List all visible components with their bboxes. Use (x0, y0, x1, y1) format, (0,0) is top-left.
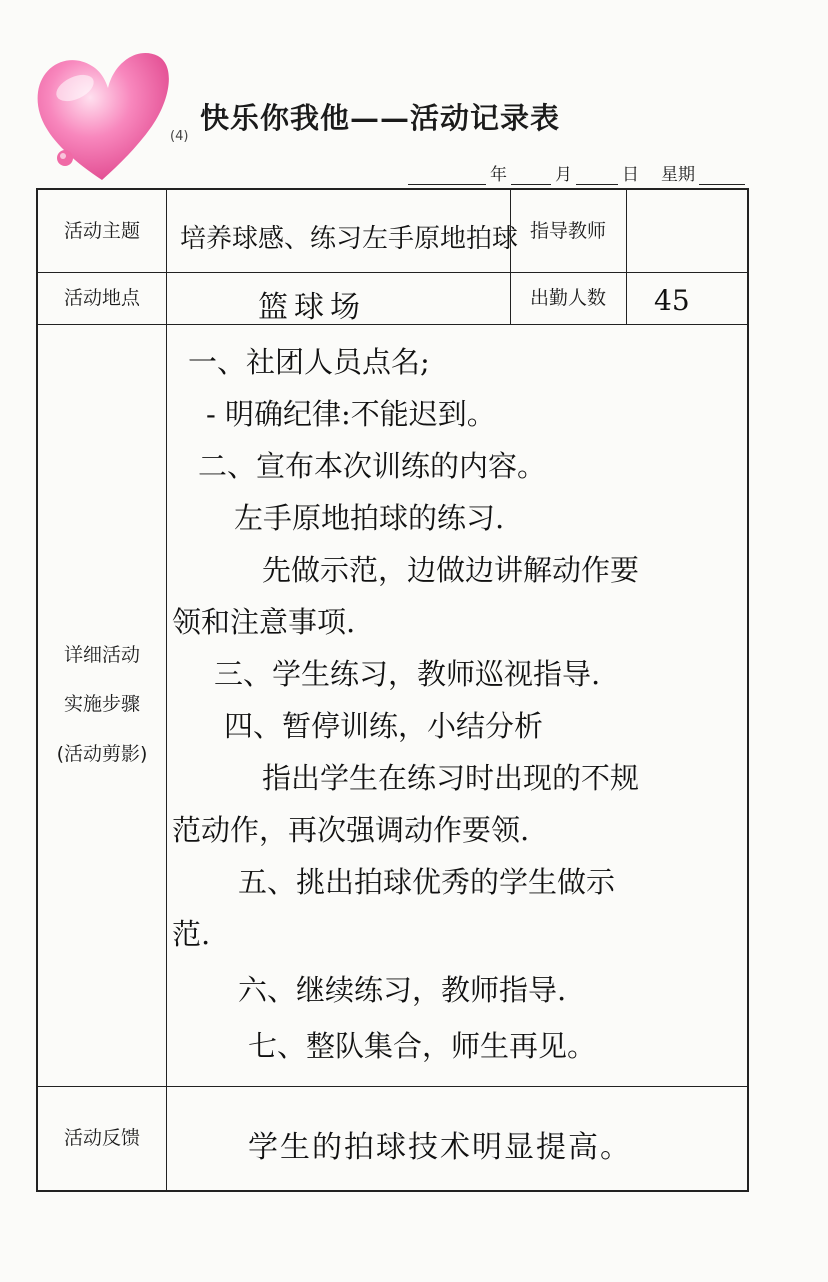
page-title: 快乐你我他——活动记录表 (200, 101, 561, 135)
steps-label (38, 324, 166, 1086)
step-line: 六、继续练习，教师指导. (238, 973, 567, 1007)
step-line: - 明确纪律:不能迟到。 (206, 397, 496, 431)
steps-label-line: 实施步骤 (63, 693, 140, 716)
week-label: 星期 (661, 165, 695, 185)
step-line: 四、暂停训练，小结分析 (224, 709, 544, 743)
feedback-label: 活动反馈 (63, 1126, 140, 1149)
location-value[interactable]: 篮球场 (258, 290, 366, 325)
step-line: 范. (172, 917, 211, 951)
heart-decoration (30, 40, 175, 190)
steps-label-line: (活动剪影) (56, 742, 148, 765)
step-line: 先做示范，边做边讲解动作要 (262, 553, 640, 587)
heart-icon (30, 40, 175, 190)
day-blank[interactable] (576, 168, 618, 185)
week-blank[interactable] (699, 168, 745, 185)
steps-label-line: 详细活动 (63, 643, 140, 666)
step-line: 左手原地拍球的练习. (234, 501, 505, 535)
step-line: 七、整队集合，师生再见。 (248, 1029, 597, 1063)
year-blank[interactable] (408, 168, 486, 185)
day-label: 日 (622, 165, 639, 185)
step-line: 三、学生练习，教师巡视指导. (214, 657, 601, 691)
attendance-value[interactable]: 45 (654, 284, 690, 317)
step-line: 指出学生在练习时出现的不规 (262, 761, 640, 795)
month-label: 月 (555, 165, 572, 185)
record-table (36, 188, 749, 1192)
col-divider (166, 190, 167, 1190)
step-line: 领和注意事项. (172, 605, 356, 639)
theme-label: 活动主题 (63, 219, 140, 242)
step-line: 二、宣布本次训练的内容。 (198, 449, 547, 483)
date-line (408, 160, 745, 185)
page-number: (4) (170, 129, 189, 144)
col-divider (626, 190, 627, 324)
year-label: 年 (490, 165, 507, 185)
month-blank[interactable] (511, 168, 551, 185)
teacher-label: 指导教师 (529, 219, 606, 242)
theme-value[interactable]: 培养球感、练习左手原地拍球 (180, 224, 519, 254)
feedback-value[interactable]: 学生的拍球技术明显提高。 (248, 1130, 632, 1165)
step-line: 一、社团人员点名; (188, 345, 430, 379)
step-line: 范动作，再次强调动作要领. (172, 813, 530, 847)
attendance-label: 出勤人数 (529, 286, 606, 309)
location-label: 活动地点 (63, 286, 140, 309)
step-line: 五、挑出拍球优秀的学生做示 (238, 865, 616, 899)
